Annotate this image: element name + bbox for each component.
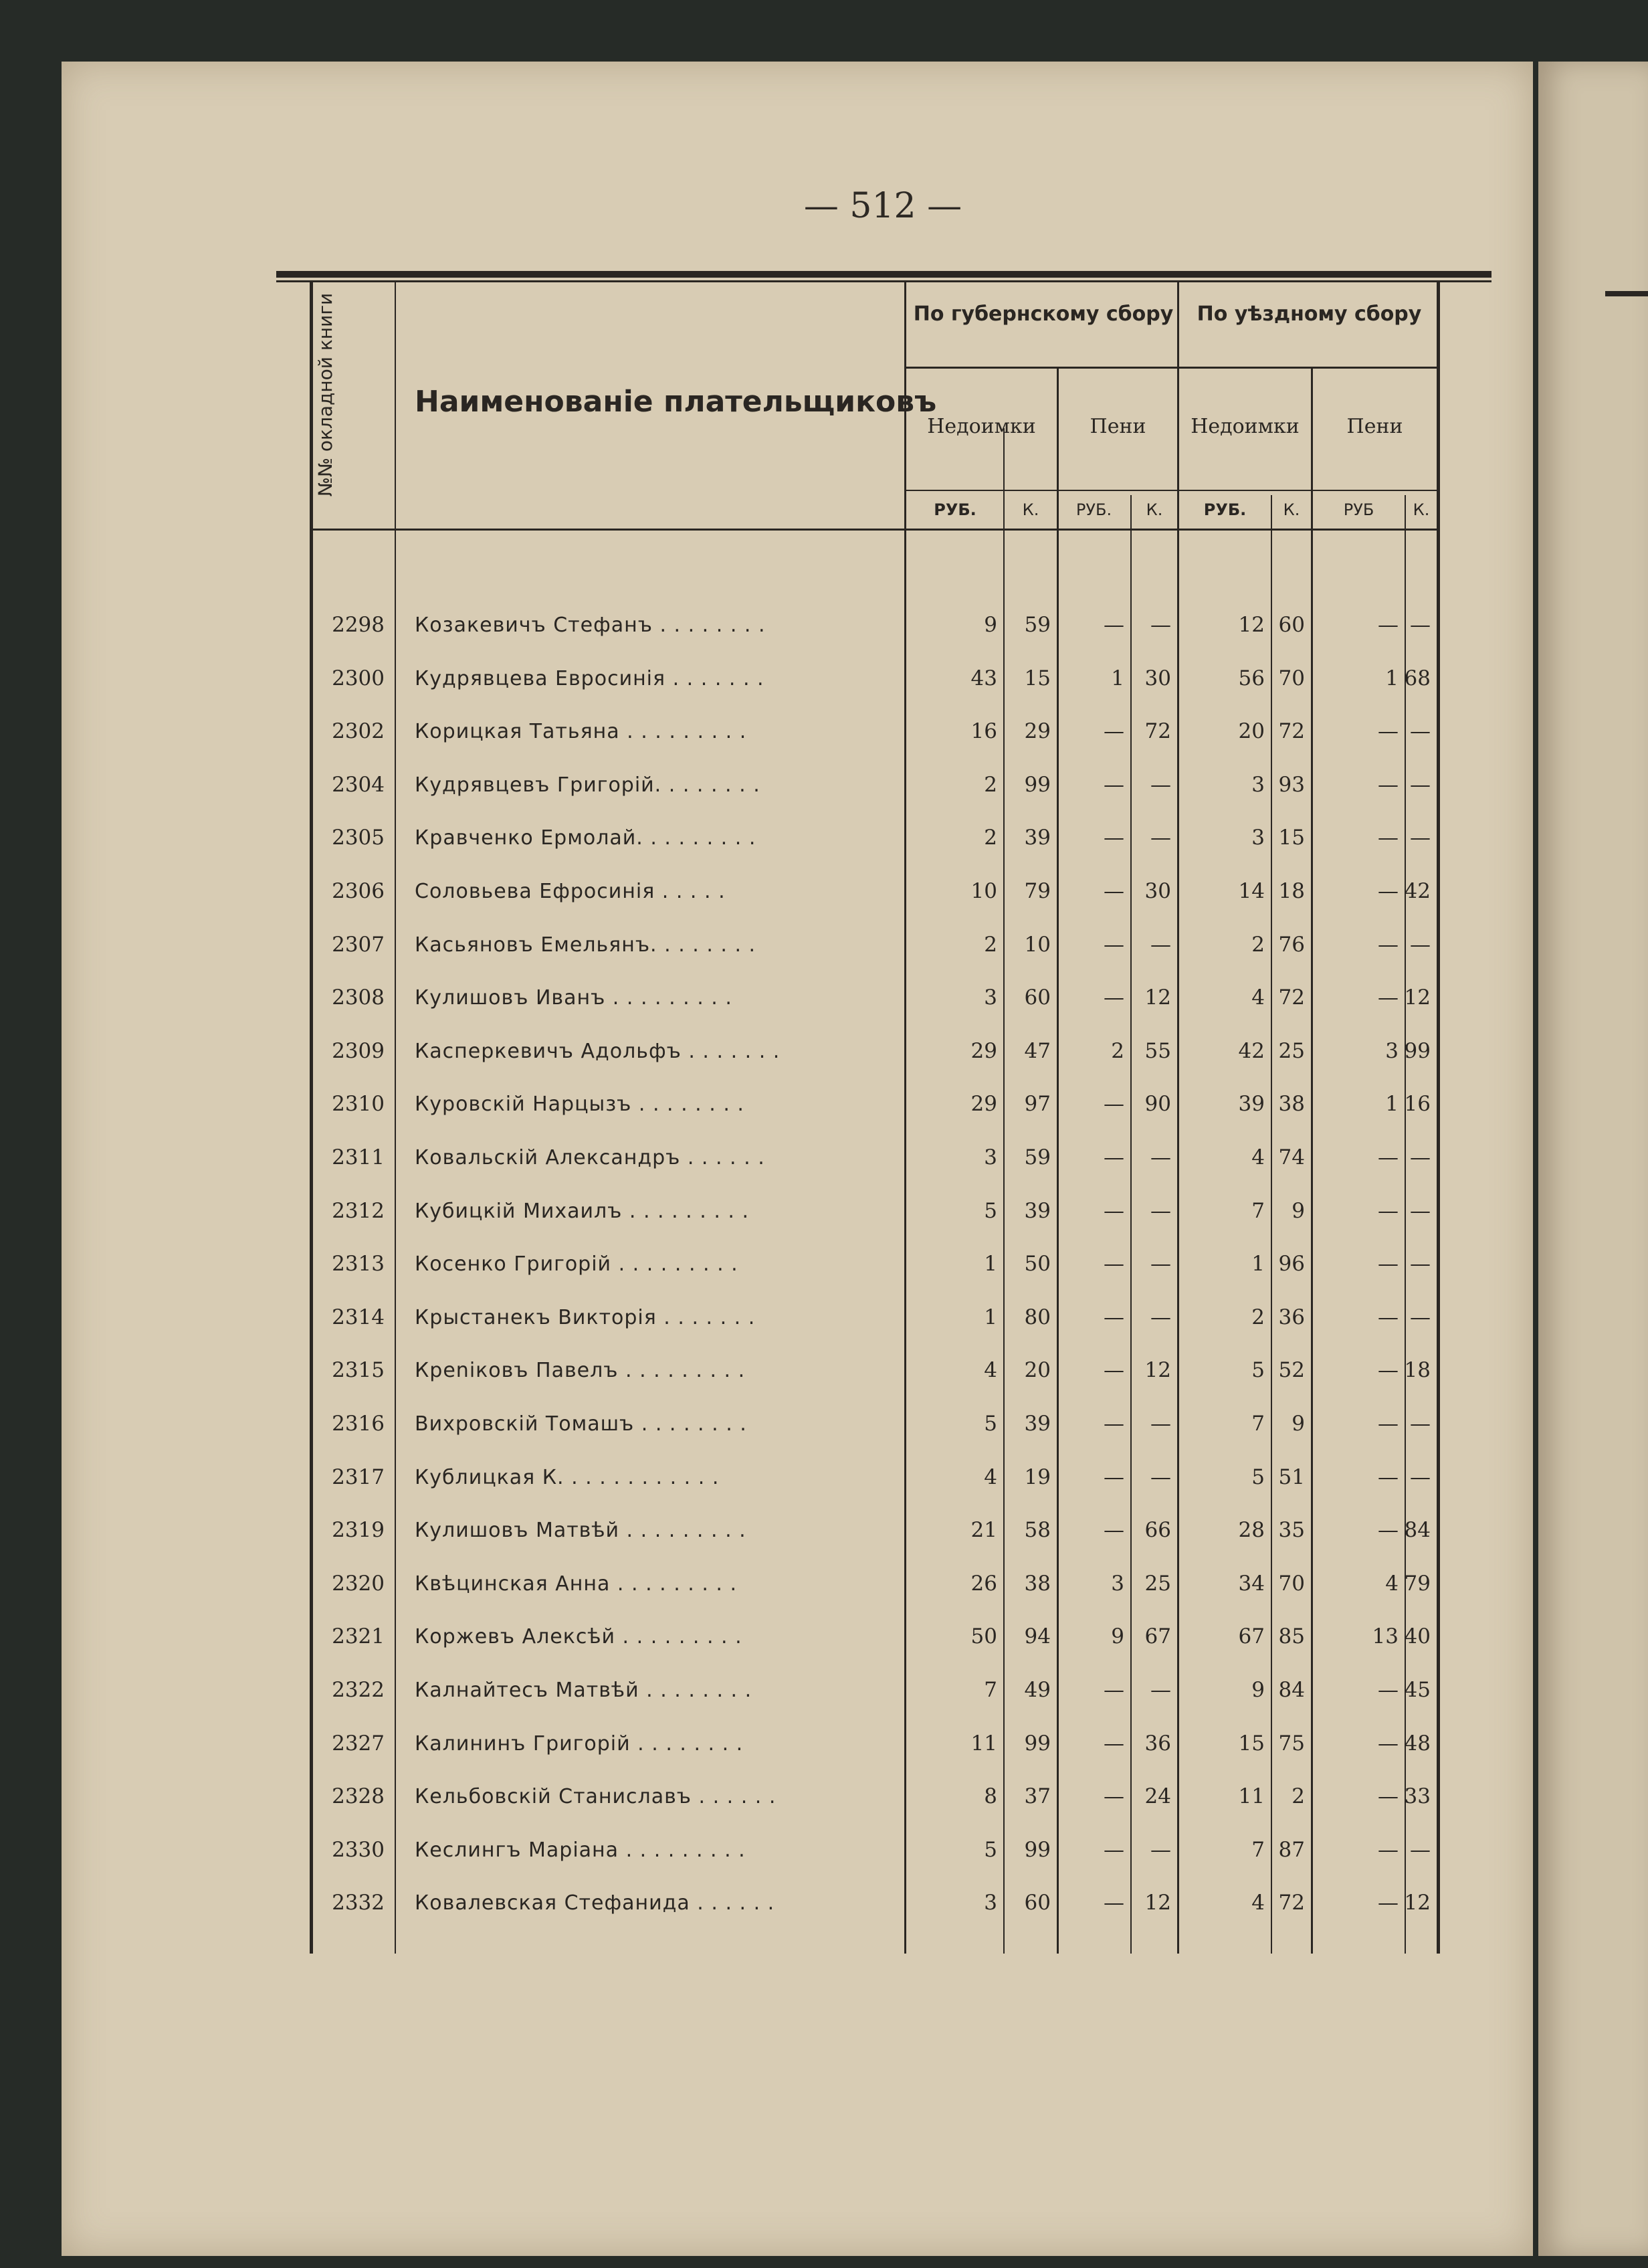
g2-arrears-kop-cell: 35 (1278, 1518, 1305, 1543)
g2-arrears-kop-cell: 87 (1278, 1837, 1305, 1862)
g2-arrears-rub-cell: 2 (1251, 1305, 1265, 1329)
table-row (294, 1344, 1485, 1397)
g2-arrears-rub-cell: 7 (1251, 1837, 1265, 1862)
g1-penalty-kop-cell: 25 (1144, 1571, 1171, 1596)
g1-arrears-kop-cell: 94 (1024, 1624, 1051, 1649)
book-number-cell: 2310 (332, 1092, 385, 1117)
g1-arrears-rub-cell: 16 (970, 719, 997, 744)
g2-arrears-rub-cell: 12 (1238, 613, 1265, 637)
g1-penalty-kop-cell: 12 (1144, 985, 1171, 1010)
g2-penalty-rub-cell: — (1378, 1731, 1399, 1756)
g1-arrears-rub-cell: 4 (984, 1464, 997, 1489)
facing-page-edge (1538, 62, 1648, 2256)
g1-arrears-rub-cell: 5 (984, 1412, 997, 1436)
g1-penalty-rub-cell: — (1104, 879, 1124, 903)
g1-arrears-kop-cell: 47 (1024, 1038, 1051, 1063)
g1-arrears-rub-cell: 4 (984, 1358, 997, 1383)
g1-penalty-rub-cell: — (1104, 613, 1124, 637)
g1-penalty-kop-cell: — (1150, 613, 1171, 637)
g1-penalty-rub-cell: — (1104, 1358, 1124, 1383)
g2-penalty-kop-cell: 18 (1404, 1358, 1431, 1383)
header-rub-1: РУБ. (934, 500, 976, 519)
g1-penalty-rub-cell: — (1104, 1518, 1124, 1543)
g2-arrears-kop-cell: 76 (1278, 932, 1305, 957)
g2-arrears-rub-cell: 56 (1238, 666, 1265, 690)
header-penalty-district: Пени (1346, 415, 1403, 438)
g2-arrears-kop-cell: 38 (1278, 1092, 1305, 1117)
header-group-rule (904, 367, 1439, 369)
g1-arrears-kop-cell: 99 (1024, 1731, 1051, 1756)
g1-penalty-rub-cell: — (1104, 1731, 1124, 1756)
g1-penalty-kop-cell: — (1150, 1464, 1171, 1489)
g1-arrears-kop-cell: 10 (1024, 932, 1051, 957)
g2-arrears-kop-cell: 18 (1278, 879, 1305, 903)
table-row (294, 919, 1485, 971)
g2-arrears-rub-cell: 11 (1238, 1784, 1265, 1809)
g2-arrears-rub-cell: 4 (1251, 1145, 1265, 1169)
g2-arrears-rub-cell: 9 (1251, 1678, 1265, 1702)
g2-penalty-kop-cell: 16 (1404, 1092, 1431, 1117)
g2-penalty-rub-cell: — (1378, 1412, 1399, 1436)
g2-penalty-kop-cell: — (1410, 1837, 1431, 1862)
page-number: — 512 — (803, 186, 962, 226)
g2-arrears-kop-cell: 51 (1278, 1464, 1305, 1489)
header-kop-1: К. (1022, 500, 1039, 519)
g1-penalty-rub-cell: — (1104, 1412, 1124, 1436)
g1-arrears-rub-cell: 10 (970, 879, 997, 903)
g1-penalty-rub-cell: — (1104, 1837, 1124, 1862)
table-row (294, 1610, 1485, 1663)
g2-penalty-kop-cell: — (1410, 1252, 1431, 1277)
g1-penalty-kop-cell: 24 (1144, 1784, 1171, 1809)
header-rub-2: РУБ. (1075, 500, 1112, 519)
g1-arrears-kop-cell: 29 (1024, 719, 1051, 744)
payer-name-cell: Касьяновъ Емельянъ. . . . . . . . (415, 933, 756, 957)
g1-arrears-rub-cell: 29 (970, 1038, 997, 1063)
g2-penalty-rub-cell: — (1378, 1358, 1399, 1383)
g2-penalty-kop-cell: — (1410, 1305, 1431, 1329)
g2-penalty-rub-cell: — (1378, 719, 1399, 744)
book-number-cell: 2322 (332, 1678, 385, 1702)
g2-arrears-kop-cell: 9 (1292, 1198, 1305, 1223)
g1-arrears-rub-cell: 2 (984, 826, 997, 850)
table-row (294, 1770, 1485, 1823)
payer-name-cell: Кудрявцевъ Григорій. . . . . . . . (415, 773, 760, 797)
g2-arrears-kop-cell: 15 (1278, 826, 1305, 850)
g1-arrears-rub-cell: 2 (984, 932, 997, 957)
book-number-cell: 2308 (332, 985, 385, 1010)
table-row (294, 1398, 1485, 1450)
header-kop-2: К. (1146, 500, 1163, 519)
g1-arrears-kop-cell: 58 (1024, 1518, 1051, 1543)
g1-arrears-rub-cell: 26 (970, 1571, 997, 1596)
table-row (294, 1131, 1485, 1184)
table-row (294, 1557, 1485, 1610)
g1-arrears-rub-cell: 2 (984, 772, 997, 797)
g1-penalty-kop-cell: 67 (1144, 1624, 1171, 1649)
g1-arrears-kop-cell: 37 (1024, 1784, 1051, 1809)
payer-name-cell: Кеслингъ Маріана . . . . . . . . . (415, 1838, 746, 1862)
g2-arrears-kop-cell: 72 (1278, 1891, 1305, 1915)
g1-arrears-rub-cell: 1 (984, 1305, 997, 1329)
payer-name-cell: Кудрявцева Евросинія . . . . . . . (415, 666, 764, 690)
g1-penalty-kop-cell: 55 (1144, 1038, 1171, 1063)
g2-arrears-rub-cell: 7 (1251, 1412, 1265, 1436)
g2-arrears-rub-cell: 5 (1251, 1464, 1265, 1489)
g2-arrears-rub-cell: 42 (1238, 1038, 1265, 1063)
g2-penalty-kop-cell: 68 (1404, 666, 1431, 690)
g2-penalty-rub-cell: — (1378, 613, 1399, 637)
payer-name-cell: Вихровскій Томашъ . . . . . . . . (415, 1412, 747, 1436)
book-number-cell: 2314 (332, 1305, 385, 1329)
header-group-district: По уѣздному сбору (1197, 302, 1422, 326)
table-row (294, 705, 1485, 758)
g2-arrears-rub-cell: 34 (1238, 1571, 1265, 1596)
g1-arrears-kop-cell: 97 (1024, 1092, 1051, 1117)
g1-arrears-rub-cell: 11 (970, 1731, 997, 1756)
g1-arrears-rub-cell: 5 (984, 1837, 997, 1862)
table-row (294, 1451, 1485, 1504)
table-row (294, 812, 1485, 864)
g2-penalty-kop-cell: 12 (1404, 985, 1431, 1010)
g2-penalty-rub-cell: — (1378, 1145, 1399, 1169)
g2-penalty-rub-cell: 4 (1385, 1571, 1399, 1596)
payer-name-cell: Ковальскій Александръ . . . . . . (415, 1146, 765, 1169)
g2-penalty-kop-cell: 48 (1404, 1731, 1431, 1756)
g2-arrears-kop-cell: 36 (1278, 1305, 1305, 1329)
g2-penalty-kop-cell: — (1410, 772, 1431, 797)
header-group-provincial: По губернскому сбору (913, 302, 1174, 326)
table-row (294, 1291, 1485, 1344)
g1-arrears-kop-cell: 19 (1024, 1464, 1051, 1489)
payer-name-cell: Кубицкій Михаилъ . . . . . . . . . (415, 1199, 749, 1223)
payer-name-cell: Калининъ Григорій . . . . . . . . (415, 1731, 744, 1756)
g1-penalty-rub-cell: — (1104, 1784, 1124, 1809)
g2-penalty-rub-cell: 1 (1385, 666, 1399, 690)
header-kop-4: К. (1413, 500, 1430, 519)
g2-arrears-rub-cell: 67 (1238, 1624, 1265, 1649)
payer-name-cell: Куровскій Нарцызъ . . . . . . . . (415, 1093, 744, 1117)
g2-arrears-rub-cell: 4 (1251, 985, 1265, 1010)
g1-penalty-kop-cell: — (1150, 1678, 1171, 1702)
header-book-number: №№ окладной книги (314, 292, 336, 497)
payer-name-cell: Кравченко Ермолай. . . . . . . . . (415, 826, 756, 850)
book-number-cell: 2321 (332, 1624, 385, 1649)
g2-penalty-rub-cell: 3 (1385, 1038, 1399, 1063)
g2-penalty-kop-cell: 42 (1404, 879, 1431, 903)
g1-penalty-kop-cell: 30 (1144, 666, 1171, 690)
table-row (294, 1824, 1485, 1877)
g1-arrears-kop-cell: 20 (1024, 1358, 1051, 1383)
payer-name-cell: Кельбовскій Станиславъ . . . . . . (415, 1785, 777, 1809)
g2-arrears-kop-cell: 93 (1278, 772, 1305, 797)
g2-penalty-rub-cell: — (1378, 1784, 1399, 1809)
g1-penalty-rub-cell: — (1104, 1145, 1124, 1169)
g1-arrears-rub-cell: 5 (984, 1198, 997, 1223)
g2-arrears-kop-cell: 72 (1278, 985, 1305, 1010)
g2-arrears-kop-cell: 9 (1292, 1412, 1305, 1436)
facing-page-rule (1605, 291, 1648, 296)
header-arrears-provincial: Недоимки (927, 415, 1036, 438)
g1-penalty-kop-cell: — (1150, 932, 1171, 957)
g1-arrears-rub-cell: 50 (970, 1624, 997, 1649)
book-number-cell: 2332 (332, 1891, 385, 1915)
g2-penalty-rub-cell: — (1378, 1518, 1399, 1543)
g1-arrears-kop-cell: 15 (1024, 666, 1051, 690)
g2-penalty-kop-cell: — (1410, 932, 1431, 957)
g2-arrears-rub-cell: 28 (1238, 1518, 1265, 1543)
g2-arrears-kop-cell: 60 (1278, 613, 1305, 637)
g2-penalty-kop-cell: 40 (1404, 1624, 1431, 1649)
g1-arrears-rub-cell: 21 (970, 1518, 997, 1543)
g2-penalty-kop-cell: — (1410, 1145, 1431, 1169)
g2-penalty-rub-cell: — (1378, 1891, 1399, 1915)
g1-penalty-rub-cell: — (1104, 932, 1124, 957)
g1-arrears-rub-cell: 9 (984, 613, 997, 637)
g1-penalty-kop-cell: 66 (1144, 1518, 1171, 1543)
header-kop-3: К. (1283, 500, 1300, 519)
book-number-cell: 2320 (332, 1571, 385, 1596)
book-number-cell: 2312 (332, 1198, 385, 1223)
g1-penalty-kop-cell: — (1150, 1305, 1171, 1329)
g1-penalty-kop-cell: — (1150, 826, 1171, 850)
g2-arrears-rub-cell: 39 (1238, 1092, 1265, 1117)
g1-arrears-rub-cell: 3 (984, 985, 997, 1010)
table-row (294, 1877, 1485, 1929)
g1-penalty-kop-cell: — (1150, 772, 1171, 797)
table-row (294, 599, 1485, 652)
book-number-cell: 2317 (332, 1464, 385, 1489)
g1-arrears-rub-cell: 29 (970, 1092, 997, 1117)
g2-penalty-rub-cell: — (1378, 1252, 1399, 1277)
g2-arrears-kop-cell: 52 (1278, 1358, 1305, 1383)
g1-penalty-rub-cell: — (1104, 1464, 1124, 1489)
payer-name-cell: Кулишовъ Иванъ . . . . . . . . . (415, 986, 732, 1010)
book-number-cell: 2315 (332, 1358, 385, 1383)
g2-penalty-kop-cell: — (1410, 719, 1431, 744)
header-payer-name: Наименованіе плательщиковъ (415, 385, 937, 419)
g1-arrears-kop-cell: 59 (1024, 1145, 1051, 1169)
payer-name-cell: Ковалевская Стефанида . . . . . . (415, 1891, 775, 1915)
g1-penalty-kop-cell: 12 (1144, 1891, 1171, 1915)
payer-name-cell: Касперкевичъ Адольфъ . . . . . . . (415, 1039, 781, 1063)
table-top-rule-thin (276, 280, 1491, 282)
g1-penalty-kop-cell: 12 (1144, 1358, 1171, 1383)
table-row (294, 1185, 1485, 1238)
g1-arrears-rub-cell: 3 (984, 1891, 997, 1915)
g1-penalty-rub-cell: — (1104, 826, 1124, 850)
g2-penalty-rub-cell: — (1378, 826, 1399, 850)
g2-penalty-rub-cell: — (1378, 932, 1399, 957)
book-number-cell: 2327 (332, 1731, 385, 1756)
g2-arrears-kop-cell: 70 (1278, 666, 1305, 690)
g1-penalty-kop-cell: 90 (1144, 1092, 1171, 1117)
table-row (294, 1025, 1485, 1078)
g2-penalty-kop-cell: 84 (1404, 1518, 1431, 1543)
g2-arrears-rub-cell: 14 (1238, 879, 1265, 903)
g2-penalty-rub-cell: — (1378, 1198, 1399, 1223)
table-row (294, 759, 1485, 812)
book-number-cell: 2302 (332, 719, 385, 744)
book-number-cell: 2328 (332, 1784, 385, 1809)
header-arrears-district: Недоимки (1191, 415, 1300, 438)
g2-arrears-kop-cell: 85 (1278, 1624, 1305, 1649)
g2-penalty-rub-cell: — (1378, 1305, 1399, 1329)
table-row (294, 971, 1485, 1024)
book-number-cell: 2307 (332, 932, 385, 957)
g1-arrears-kop-cell: 50 (1024, 1252, 1051, 1277)
g1-penalty-rub-cell: — (1104, 719, 1124, 744)
payer-name-cell: Корицкая Татьяна . . . . . . . . . (415, 720, 747, 744)
table-row (294, 1664, 1485, 1717)
table-row (294, 1504, 1485, 1557)
g1-arrears-kop-cell: 99 (1024, 1837, 1051, 1862)
book-number-cell: 2300 (332, 666, 385, 690)
g2-arrears-rub-cell: 4 (1251, 1891, 1265, 1915)
g2-penalty-kop-cell: — (1410, 1464, 1431, 1489)
g1-penalty-rub-cell: 1 (1111, 666, 1124, 690)
payer-name-cell: Козакевичъ Стефанъ . . . . . . . . (415, 613, 766, 637)
g2-penalty-kop-cell: — (1410, 1198, 1431, 1223)
g1-penalty-rub-cell: 9 (1111, 1624, 1124, 1649)
g2-arrears-rub-cell: 7 (1251, 1198, 1265, 1223)
table-row (294, 865, 1485, 918)
table-top-rule (276, 271, 1491, 278)
g2-arrears-kop-cell: 75 (1278, 1731, 1305, 1756)
g2-penalty-rub-cell: — (1378, 1464, 1399, 1489)
g2-penalty-kop-cell: — (1410, 826, 1431, 850)
payer-name-cell: Квѣцинская Анна . . . . . . . . . (415, 1572, 738, 1596)
g2-arrears-kop-cell: 70 (1278, 1571, 1305, 1596)
g1-penalty-rub-cell: 2 (1111, 1038, 1124, 1063)
g1-penalty-kop-cell: — (1150, 1198, 1171, 1223)
g2-arrears-rub-cell: 5 (1251, 1358, 1265, 1383)
g2-arrears-kop-cell: 84 (1278, 1678, 1305, 1702)
g2-penalty-kop-cell: 99 (1404, 1038, 1431, 1063)
payer-name-cell: Кулишовъ Матвѣй . . . . . . . . . (415, 1519, 746, 1543)
g1-arrears-kop-cell: 60 (1024, 985, 1051, 1010)
g1-arrears-kop-cell: 39 (1024, 1198, 1051, 1223)
book-number-cell: 2319 (332, 1518, 385, 1543)
g1-arrears-kop-cell: 80 (1024, 1305, 1051, 1329)
g2-arrears-rub-cell: 2 (1251, 932, 1265, 957)
g1-penalty-rub-cell: — (1104, 772, 1124, 797)
g1-arrears-kop-cell: 38 (1024, 1571, 1051, 1596)
g1-arrears-rub-cell: 8 (984, 1784, 997, 1809)
book-number-cell: 2305 (332, 826, 385, 850)
g2-arrears-rub-cell: 3 (1251, 826, 1265, 850)
g1-arrears-kop-cell: 49 (1024, 1678, 1051, 1702)
g2-penalty-rub-cell: 13 (1372, 1624, 1399, 1649)
g2-penalty-rub-cell: — (1378, 772, 1399, 797)
table-row (294, 1238, 1485, 1291)
g1-penalty-kop-cell: — (1150, 1412, 1171, 1436)
g1-arrears-rub-cell: 3 (984, 1145, 997, 1169)
payer-name-cell: Креniковъ Павелъ . . . . . . . . . (415, 1359, 746, 1383)
g2-penalty-kop-cell: 33 (1404, 1784, 1431, 1809)
g1-arrears-kop-cell: 60 (1024, 1891, 1051, 1915)
g1-penalty-rub-cell: — (1104, 985, 1124, 1010)
g1-penalty-rub-cell: — (1104, 1198, 1124, 1223)
book-number-cell: 2330 (332, 1837, 385, 1862)
g2-arrears-rub-cell: 1 (1251, 1252, 1265, 1277)
table-row (294, 1078, 1485, 1131)
g2-arrears-rub-cell: 20 (1238, 719, 1265, 744)
g2-penalty-kop-cell: — (1410, 613, 1431, 637)
header-rub-4: РУБ (1343, 500, 1374, 519)
header-bottom-rule (310, 529, 1440, 531)
g2-penalty-rub-cell: — (1378, 1678, 1399, 1702)
payer-name-cell: Соловьева Ефросинія . . . . . (415, 880, 726, 903)
table-row (294, 1717, 1485, 1770)
g1-penalty-kop-cell: 72 (1144, 719, 1171, 744)
g2-penalty-rub-cell: — (1378, 985, 1399, 1010)
g2-arrears-kop-cell: 2 (1292, 1784, 1305, 1809)
g2-penalty-rub-cell: 1 (1385, 1092, 1399, 1117)
g2-penalty-kop-cell: 79 (1404, 1571, 1431, 1596)
book-number-cell: 2309 (332, 1038, 385, 1063)
g1-arrears-rub-cell: 43 (970, 666, 997, 690)
g1-penalty-kop-cell: — (1150, 1837, 1171, 1862)
g1-penalty-kop-cell: — (1150, 1145, 1171, 1169)
g1-penalty-kop-cell: 36 (1144, 1731, 1171, 1756)
book-number-cell: 2316 (332, 1412, 385, 1436)
g2-arrears-kop-cell: 96 (1278, 1252, 1305, 1277)
g1-arrears-kop-cell: 39 (1024, 826, 1051, 850)
book-number-cell: 2298 (332, 613, 385, 637)
book-number-cell: 2311 (332, 1145, 385, 1169)
g2-arrears-kop-cell: 74 (1278, 1145, 1305, 1169)
book-number-cell: 2313 (332, 1252, 385, 1277)
g1-penalty-rub-cell: — (1104, 1092, 1124, 1117)
g1-penalty-kop-cell: — (1150, 1252, 1171, 1277)
g1-penalty-rub-cell: — (1104, 1252, 1124, 1277)
g2-arrears-kop-cell: 72 (1278, 719, 1305, 744)
g2-arrears-rub-cell: 15 (1238, 1731, 1265, 1756)
payer-name-cell: Коржевъ Алексѣй . . . . . . . . . (415, 1625, 742, 1649)
g1-penalty-rub-cell: 3 (1111, 1571, 1124, 1596)
g2-penalty-kop-cell: — (1410, 1412, 1431, 1436)
g1-penalty-rub-cell: — (1104, 1678, 1124, 1702)
g2-penalty-rub-cell: — (1378, 1837, 1399, 1862)
payer-name-cell: Калнайтесъ Матвѣй . . . . . . . . (415, 1679, 752, 1702)
header-penalty-provincial: Пени (1090, 415, 1146, 438)
g1-arrears-kop-cell: 39 (1024, 1412, 1051, 1436)
g2-penalty-kop-cell: 45 (1404, 1678, 1431, 1702)
book-number-cell: 2304 (332, 772, 385, 797)
g1-penalty-kop-cell: 30 (1144, 879, 1171, 903)
payer-name-cell: Кублицкая К. . . . . . . . . . . . (415, 1465, 720, 1489)
g2-arrears-rub-cell: 3 (1251, 772, 1265, 797)
g1-arrears-rub-cell: 1 (984, 1252, 997, 1277)
g1-arrears-kop-cell: 59 (1024, 613, 1051, 637)
header-sub-rule (904, 490, 1439, 491)
g1-penalty-rub-cell: — (1104, 1891, 1124, 1915)
g2-penalty-kop-cell: 12 (1404, 1891, 1431, 1915)
payer-name-cell: Крыстанекъ Викторія . . . . . . . (415, 1305, 756, 1329)
g1-arrears-kop-cell: 99 (1024, 772, 1051, 797)
payer-name-cell: Косенко Григорій . . . . . . . . . (415, 1252, 738, 1277)
header-rub-3: РУБ. (1203, 500, 1247, 519)
g1-arrears-kop-cell: 79 (1024, 879, 1051, 903)
table-row (294, 652, 1485, 705)
book-number-cell: 2306 (332, 879, 385, 903)
g1-penalty-rub-cell: — (1104, 1305, 1124, 1329)
g2-arrears-kop-cell: 25 (1278, 1038, 1305, 1063)
g1-arrears-rub-cell: 7 (984, 1678, 997, 1702)
g2-penalty-rub-cell: — (1378, 879, 1399, 903)
